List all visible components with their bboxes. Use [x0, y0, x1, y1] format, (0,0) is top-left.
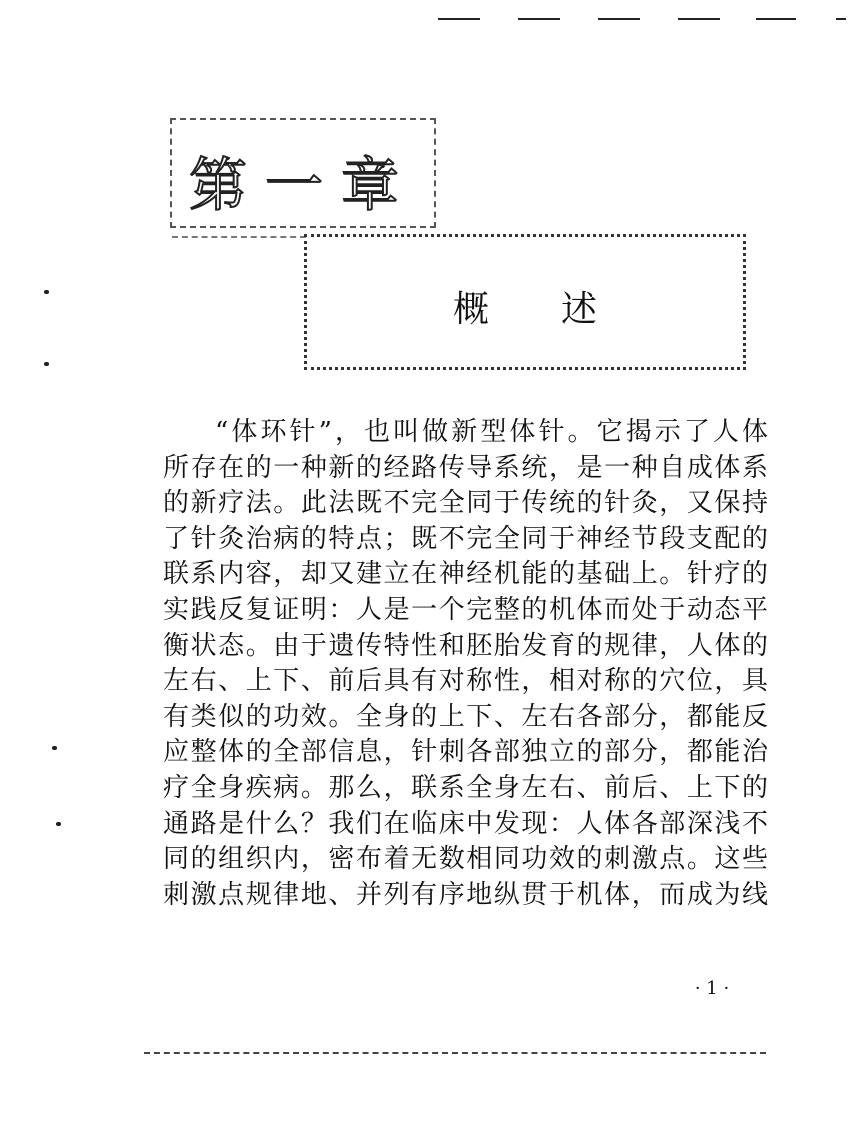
text-line: 左右、上下、前后具有对称性，相对称的穴位，具 [163, 666, 768, 697]
text-line: 的新疗法。此法既不完全同于传统的针灸，又保持 [163, 488, 768, 519]
text-line: 联系内容，却又建立在神经机能的基础上。针疗的 [163, 559, 768, 590]
text-line: 疗全身疾病。那么，联系全身左右、前后、上下的 [163, 772, 768, 803]
body-paragraph [163, 415, 768, 913]
section-title: 概述 [452, 289, 669, 330]
text-line: 了针灸治病的特点；既不完全同于神经节段支配的 [163, 523, 768, 554]
margin-mark [44, 290, 49, 294]
page-number: · 1 · [694, 978, 730, 999]
text-line: 应整体的全部信息，针刺各部独立的部分，都能治 [163, 737, 768, 768]
margin-mark [56, 822, 61, 826]
chapter-heading-box [170, 118, 436, 228]
text-line: 衡状态。由于遗传特性和胚胎发育的规律，人体的 [163, 630, 768, 661]
bottom-rule [144, 1052, 766, 1054]
chapter-title: 第一章 [188, 151, 417, 219]
heading-connector-line [172, 236, 306, 238]
text-line: 通路是什么？我们在临床中发现：人体各部深浅不 [163, 808, 768, 839]
section-heading-box [304, 234, 746, 370]
margin-mark [52, 746, 57, 750]
margin-mark [44, 362, 49, 366]
text-line: 有类似的功效。全身的上下、左右各部分，都能反 [163, 701, 768, 732]
text-line: 实践反复证明：人是一个完整的机体而处于动态平 [163, 594, 768, 625]
text-line: 同的组织内，密布着无数相同功效的刺激点。这些 [163, 844, 768, 875]
top-decorative-dashes [438, 18, 866, 24]
text-line: 所存在的一种新的经路传导系统，是一种自成体系 [163, 452, 768, 483]
text-line: “体环针”，也叫做新型体针。它揭示了人体 [215, 417, 768, 447]
text-line: 刺激点规律地、并列有序地纵贯于机体，而成为线 [163, 879, 768, 910]
